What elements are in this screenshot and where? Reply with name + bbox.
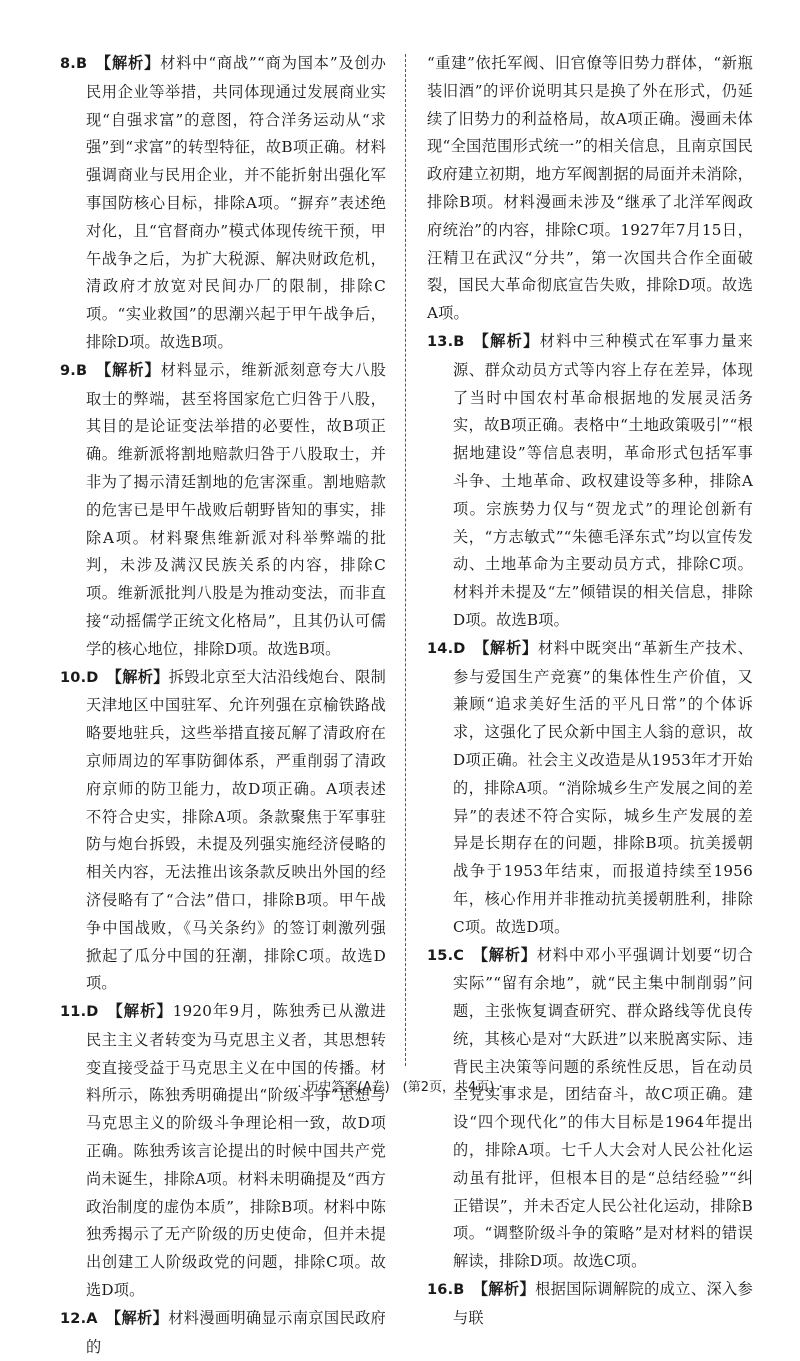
analysis-text: 材料漫画明确显示南京国民政府的 <box>86 1308 386 1356</box>
answer-letter: D <box>453 640 466 657</box>
analysis-text: 材料中三种模式在军事力量来源、群众动员方式等内容上存在差异，体现了当时中国农村革命根据地的发展灵活务实，故B项正确。表格中“土地政策吸引”“根据地建设”等信息表明，革命形式包括军事斗争、土地革命、政权建设等多种，排除A项。宗族势力仅与“贺龙式”的理论创新有关，“方志敏式”“朱德毛泽东式”均以宣传发动、土地革命为主要动员方式，排除C项。材料并未提及“左”倾错误的相关信息，排除D项。故选B项。 <box>453 331 753 629</box>
answer-item-12 <box>60 1305 386 1361</box>
answer-item-13 <box>427 328 753 635</box>
analysis-text: 1920年9月，陈独秀已从激进民主主义者转变为马克思主义者，其思想转变直接受益于马克思主义在中国的传播。材料所示，陈独秀明确提出“阶级斗争”思想与马克思主义的阶级斗争理论相一致，故D项正确。陈独秀该言论提出的时候中国共产党尚未诞生，排除A项。材料未明确提及“西方政治制度的虚伪本质”，排除B项。材料中陈独秀揭示了无产阶级的历史使命，但并未提出创建工人阶级政党的问题，排除C项。故选D项。 <box>86 1002 386 1300</box>
answer-item-10 <box>60 664 386 999</box>
question-number: 8. <box>60 56 76 72</box>
answer-item-11 <box>60 998 386 1305</box>
question-number: 16. <box>427 1282 454 1299</box>
analysis-text: 拆毁北京至大沽沿线炮台、限制天津地区中国驻军、允许列强在京榆铁路战略要地驻兵，这些举措直接瓦解了清政府在京师周边的军事防御体系，严重削弱了清政府京师的防卫能力，故D项正确。A项表述不符合史实，排除A项。条款聚焦于军事驻防与炮台拆毁，未提及列强实施经济侵略的相关内容，无法推出该条款反映出外国的经济侵略有了“合法”借口，排除B项。甲午战争中国战败，《马关条约》的签订刺激列强掀起了瓜分中国的狂潮，排除C项。故选D项。 <box>86 667 386 993</box>
analysis-text: 根据国际调解院的成立、深入参与联 <box>453 1280 753 1327</box>
answer-letter: D <box>86 1004 99 1021</box>
answer-item-14 <box>427 635 753 942</box>
question-number: 14. <box>427 640 454 657</box>
answer-item-8 <box>60 50 386 357</box>
question-number: 9. <box>60 362 76 379</box>
analysis-tag: 【解析】 <box>472 945 537 964</box>
answer-letter: B <box>453 333 465 350</box>
answer-letter: B <box>76 362 88 379</box>
analysis-tag: 【解析】 <box>473 638 538 657</box>
question-number: 13. <box>427 333 454 350</box>
question-number: 15. <box>427 947 454 964</box>
analysis-tag: 【解析】 <box>472 331 540 350</box>
analysis-tag: 【解析】 <box>106 667 169 686</box>
analysis-tag: 【解析】 <box>95 54 161 72</box>
answer-letter: D <box>86 669 99 686</box>
question-number: 11. <box>60 1004 87 1021</box>
right-column <box>427 50 753 1333</box>
answer-item-9 <box>60 357 386 664</box>
analysis-tag: 【解析】 <box>105 1308 169 1327</box>
answer-letter: B <box>76 56 88 72</box>
question-number: 12. <box>60 1310 87 1327</box>
question-number: 10. <box>60 669 87 686</box>
answer-letter: A <box>86 1310 98 1327</box>
column-divider <box>405 54 406 1066</box>
answer-letter: B <box>453 1282 465 1299</box>
answer-item-16 <box>427 1276 753 1333</box>
page-footer: · 历史答案(A卷) (第2页，共4页) · <box>297 1080 503 1095</box>
answer-item-15 <box>427 942 753 1277</box>
answer-letter: C <box>453 947 465 964</box>
analysis-tag: 【解析】 <box>106 1002 173 1021</box>
analysis-text: 材料中邓小平强调计划要“切合实际”“留有余地”，就“民主集中制削弱”问题，主张恢复调查研究、群众路线等优良传统，其核心是对“大跃进”以来脱离实际、违背民主决策等问题的系统性反思，旨在动员全党实事求是，团结奋斗，故C项正确。建设“四个现代化”的伟大目标是1964年提出的，排除A项。七千人大会对人民公社化运动虽有批评，但根本目的是“总结经验”“纠正错误”，并未否定人民公社化运动，排除B项。“调整阶级斗争的策略”是对材料的错误解读，排除D项。故选C项。 <box>453 945 753 1271</box>
analysis-tag: 【解析】 <box>472 1280 536 1299</box>
analysis-text: 材料中“商战”“商为国本”及创办民用企业等举措，共同体现通过发展商业实现“自强求富”的意图，符合洋务运动从“求强”到“求富”的转型特征，故B项正确。材料强调商业与民用企业，并不能折射出强化军事国防核心目标，排除A项。“摒弃”表述绝对化，且“官督商办”模式体现传统干预，甲午战争之后，为扩大税源、解决财政危机，清政府才放宽对民间办厂的限制，排除C项。“实业救国”的思潮兴起于甲午战争后，排除D项。故选B项。 <box>86 54 386 351</box>
answer-item-12-continued: “重建”依托军阀、旧官僚等旧势力群体，“新瓶装旧酒”的评价说明其只是换了外在形式，仍延续了旧势力的利益格局，故A项正确。漫画未体现“全国范围形式统一”的相关信息，且南京国民政府建立初期，地方军阀割据的局面并未消除，排除B项。材料漫画未涉及“继承了北洋军阀政府统治”的内容，排除C项。1927年7月15日，汪精卫在武汉“分共”，第一次国共合作全面破裂，国民大革命彻底宣告失败，排除D项。故选A项。 <box>427 54 753 323</box>
left-column <box>60 50 386 1361</box>
analysis-text: 材料中既突出“革新生产技术、参与爱国生产竞赛”的集体性生产价值，又兼顾“追求美好生活的平凡日常”的个体诉求，这强化了民众新中国主人翁的意识，故D项正确。社会主义改造是从1953年才开始的，排除A项。“消除城乡生产发展之间的差异”的表述不符合实际，城乡生产发展的差异是长期存在的问题，排除B项。抗美援朝战争于1953年结束，而报道持续至1956年，核心作用并非推动抗美援朝胜利，排除C项。故选D项。 <box>453 638 753 936</box>
analysis-text: 材料显示，维新派刻意夸大八股取士的弊端，甚至将国家危亡归咎于八股，其目的是论证变法举措的必要性，故B项正确。维新派将割地赔款归咎于八股取士，并非为了揭示清廷割地的危害深重。割地赔款的危害已是甲午战败后朝野皆知的事实，排除A项。材料聚焦维新派对科举弊端的批判，未涉及满汉民族关系的内容，排除C项。维新派批判八股是为推动变法，而非直接“动摇儒学正统文化格局”，且其仍认可儒学的核心地位，排除D项。故选B项。 <box>86 360 386 658</box>
analysis-tag: 【解析】 <box>95 360 161 379</box>
